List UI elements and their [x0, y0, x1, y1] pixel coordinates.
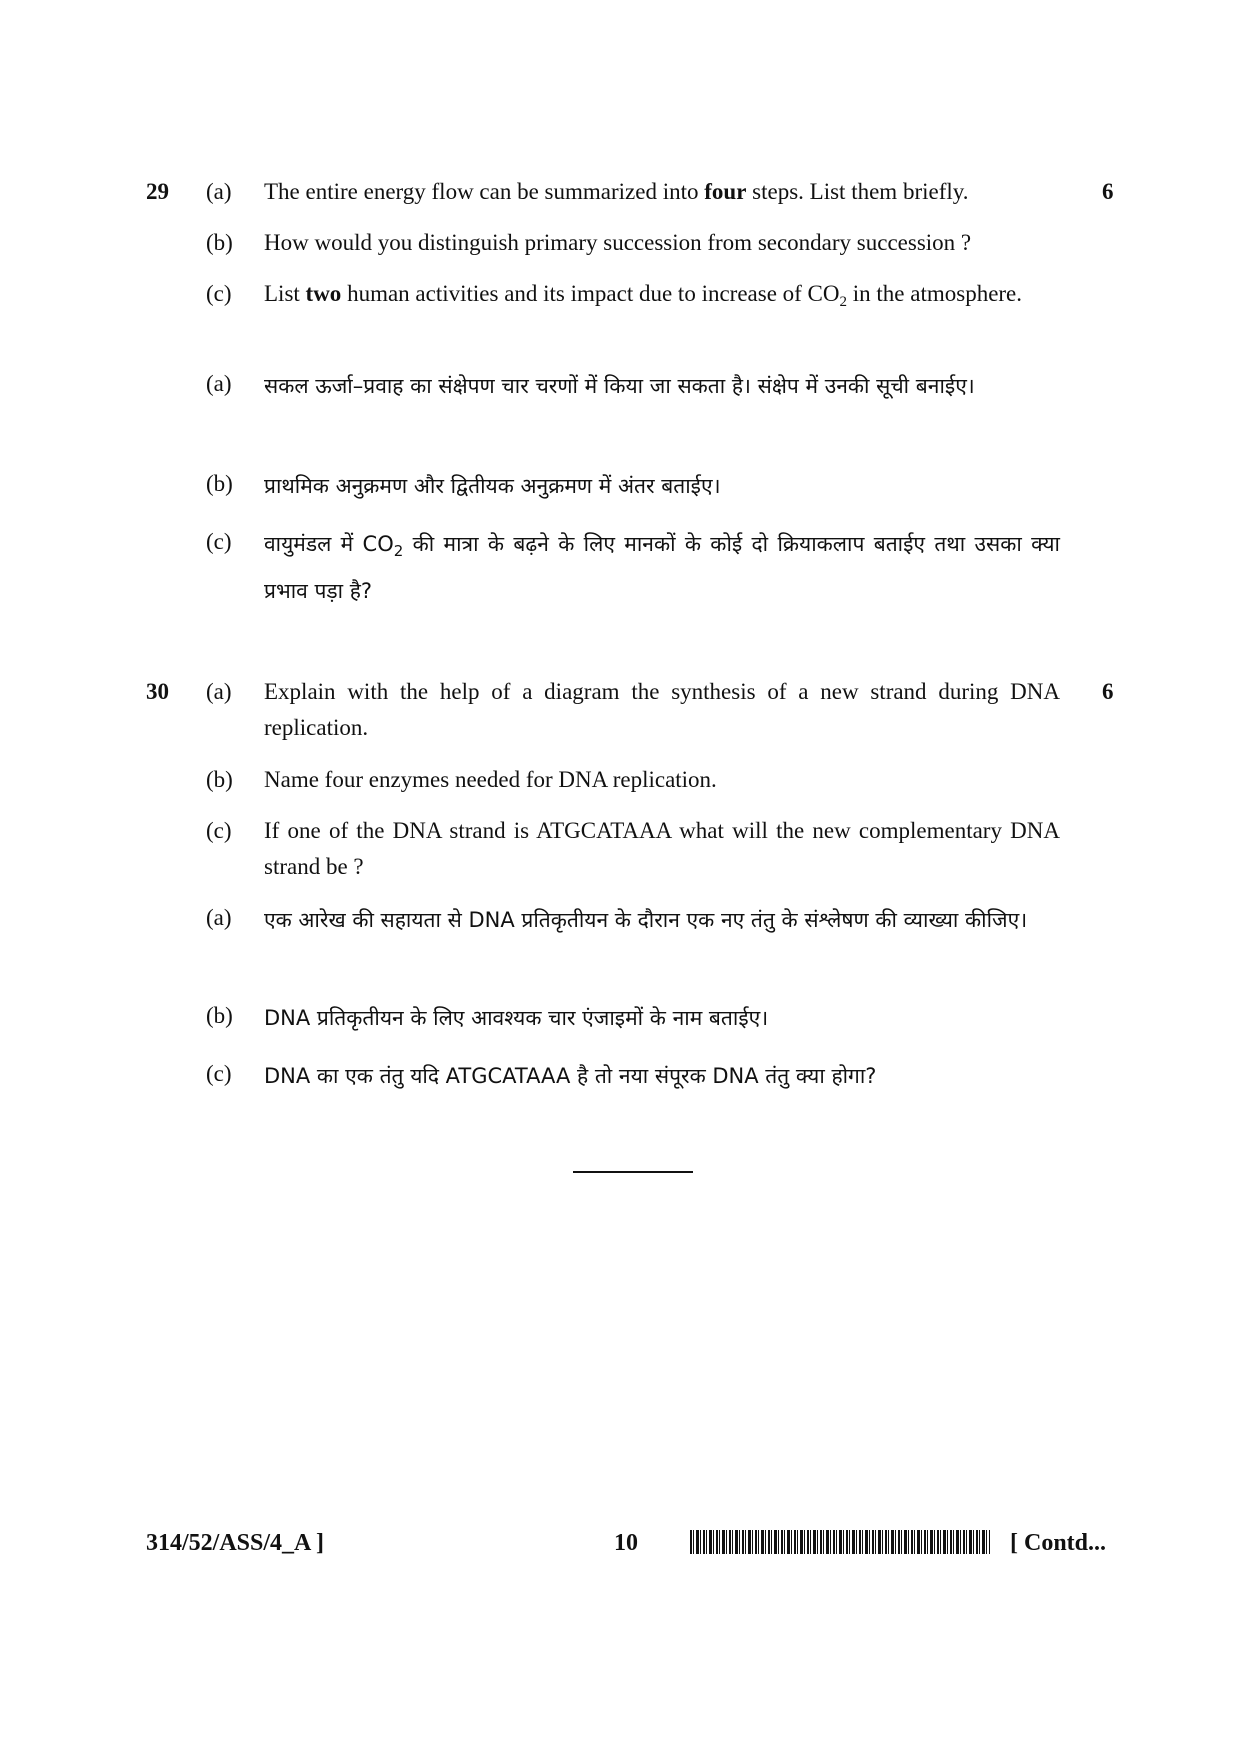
part-label: (a) [206, 905, 232, 930]
question-text-hindi: वायुमंडल में $CO_2$ की मात्रा के बढ़ने के लिए मानकों के कोई दो क्रियाकलाप बताईए तथा उसका क्या प्रभाव पड़ा है? [264, 532, 1061, 603]
question-text-hindi: DNA प्रतिकृतीयन के लिए आवश्यक चार एंजाइमों के नाम बताईए। [264, 1006, 769, 1030]
question-text: Name four enzymes needed for DNA replication. [264, 767, 717, 792]
question-text: Explain with the help of a diagram the synthesis of a new strand during DNA replication. [264, 679, 1060, 740]
part-label: (b) [206, 767, 233, 792]
question-text: How would you distinguish primary succession from secondary succession ? [264, 230, 972, 255]
part-label: (a) [206, 679, 232, 704]
question-number: 29 [146, 179, 169, 204]
question-text: If one of the DNA strand is ATGCATAAA what will the new complementary DNA strand be ? [264, 818, 1060, 879]
marks: 6 [1102, 679, 1114, 704]
paper-code: 314/52/ASS/4_A ] [146, 1530, 325, 1556]
part-label: (c) [206, 1061, 232, 1086]
part-label: (c) [206, 818, 232, 843]
page-number: 10 [614, 1530, 638, 1556]
question-text-hindi: प्राथमिक अनुक्रमण और द्वितीयक अनुक्रमण में अंतर बताईए। [264, 474, 721, 498]
question-text: The entire energy flow can be summarized into four steps. List them briefly. [264, 179, 969, 204]
end-divider [573, 1171, 693, 1173]
barcode-icon [690, 1530, 990, 1554]
marks: 6 [1102, 179, 1114, 204]
part-label: (c) [206, 529, 232, 554]
question-number: 30 [146, 679, 169, 704]
part-label: (a) [206, 179, 232, 204]
part-label: (b) [206, 230, 233, 255]
continued-label: [ Contd... [1010, 1530, 1107, 1556]
question-text-hindi: एक आरेख की सहायता से DNA प्रतिकृतीयन के दौरान एक नए तंतु के संश्लेषण की व्याख्या कीजिए। [264, 908, 1028, 932]
question-text-hindi: सकल ऊर्जा–प्रवाह का संक्षेपण चार चरणों में किया जा सकता है। संक्षेप में उनकी सूची बनाईए। [264, 374, 975, 398]
part-label: (b) [206, 471, 233, 496]
question-text: List two human activities and its impact due to increase of $CO_2$ in the atmosphere. [264, 281, 1023, 310]
part-label: (c) [206, 281, 232, 306]
part-label: (a) [206, 371, 232, 396]
question-text-hindi: DNA का एक तंतु यदि ATGCATAAA है तो नया संपूरक DNA तंतु क्या होगा? [264, 1064, 877, 1088]
part-label: (b) [206, 1003, 233, 1028]
